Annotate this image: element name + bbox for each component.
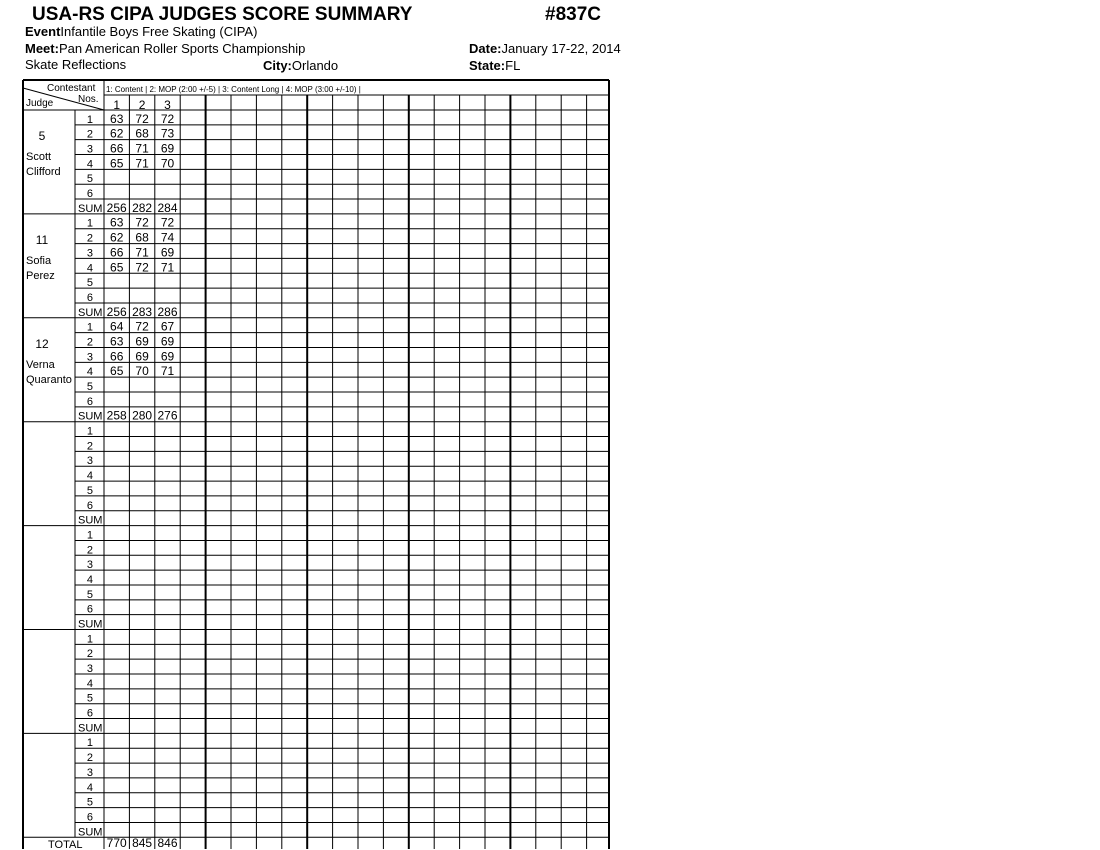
score-cell: 72 (160, 215, 175, 230)
row-number: 1 (86, 321, 93, 334)
judge-number: 12 (35, 336, 49, 351)
city-value: Orlando (291, 58, 339, 73)
sum-cell: 258 (106, 408, 127, 423)
contestant-number: 1 (113, 98, 121, 112)
score-cell: 71 (135, 156, 149, 171)
event-label: Event (25, 24, 61, 39)
contestant-header-label: Contestant (47, 83, 96, 94)
row-number: 6 (86, 499, 93, 512)
row-number: 1 (86, 217, 93, 230)
score-cell: 65 (110, 156, 124, 171)
row-number: 6 (86, 188, 93, 201)
sum-row-label: SUM (78, 202, 103, 215)
score-cell: 62 (110, 126, 124, 141)
row-number: 2 (86, 544, 93, 557)
report-title: USA-RS CIPA JUDGES SCORE SUMMARY (32, 4, 413, 25)
score-cell: 68 (135, 126, 149, 141)
criteria-legend: 1: Content | 2: MOP (2:00 +/-5) | 3: Content Long | 4: MOP (3:00 +/-10) | (106, 85, 361, 94)
score-cell: 62 (110, 230, 124, 245)
row-number: 5 (86, 381, 93, 394)
sum-cell: 283 (132, 304, 153, 319)
row-number: 5 (86, 277, 93, 290)
sum-row-label: SUM (78, 410, 103, 423)
city-label: City: (263, 58, 292, 73)
state-label: State: (469, 58, 506, 73)
score-cell: 67 (160, 319, 175, 334)
club-name: Skate Reflections (25, 57, 127, 72)
score-cell: 70 (135, 364, 149, 379)
row-number: 4 (86, 677, 93, 690)
sum-cell: 286 (157, 304, 178, 319)
row-number: 2 (86, 648, 93, 661)
score-cell: 71 (135, 245, 149, 260)
row-number: 4 (86, 781, 93, 794)
sum-row-label: SUM (78, 514, 103, 527)
row-number: 5 (86, 173, 93, 186)
event-value: Infantile Boys Free Skating (CIPA) (60, 24, 258, 39)
contestant-number: 3 (164, 98, 171, 112)
score-cell: 74 (160, 230, 175, 245)
contestant-number: 2 (138, 98, 146, 112)
judge-first-name: Scott (26, 151, 52, 163)
judge-number: 5 (38, 129, 46, 143)
row-number: 5 (86, 588, 93, 601)
score-cell: 66 (110, 245, 124, 260)
judge-number: 11 (35, 232, 49, 247)
row-number: 5 (86, 484, 93, 497)
score-cell: 72 (135, 319, 149, 334)
row-number: 4 (86, 470, 93, 483)
row-number: 3 (86, 351, 93, 364)
row-number: 4 (86, 158, 93, 171)
judge-last-name: Clifford (26, 166, 61, 178)
score-cell: 64 (110, 319, 124, 334)
judge-last-name: Quaranto (26, 373, 72, 386)
row-number: 2 (86, 232, 93, 245)
score-cell: 63 (110, 215, 124, 230)
row-number: 3 (86, 143, 93, 156)
score-cell: 72 (135, 215, 149, 230)
sum-row-label: SUM (78, 618, 103, 631)
row-number: 6 (86, 707, 93, 720)
row-number: 1 (86, 633, 93, 646)
row-number: 4 (86, 573, 93, 586)
date-label: Date: (469, 41, 502, 56)
judge-first-name: Sofia (26, 254, 52, 267)
judge-first-name: Verna (26, 358, 55, 371)
row-number: 2 (86, 128, 93, 141)
score-cell: 69 (160, 349, 175, 364)
row-number: 1 (86, 529, 93, 542)
score-cell: 69 (135, 349, 149, 364)
meet-value: Pan American Roller Sports Championship (58, 41, 306, 56)
sum-cell: 284 (157, 200, 178, 215)
row-number: 6 (86, 291, 93, 304)
date-value: January 17-22, 2014 (501, 41, 621, 56)
row-number: 6 (86, 395, 93, 408)
sum-row-label: SUM (78, 826, 103, 839)
state-value: FL (505, 58, 521, 73)
row-number: 1 (86, 737, 93, 750)
score-cell: 71 (135, 141, 149, 156)
score-cell: 66 (110, 141, 124, 156)
total-label: TOTAL (48, 839, 83, 850)
score-cell: 65 (110, 260, 124, 275)
row-number: 1 (86, 425, 93, 438)
score-cell: 73 (160, 126, 175, 141)
nos-header-label: Nos. (78, 94, 99, 105)
row-number: 6 (86, 603, 93, 616)
total-cell: 770 (106, 836, 127, 850)
score-cell: 69 (160, 245, 175, 260)
score-cell: 70 (160, 156, 175, 171)
score-cell: 71 (160, 260, 175, 275)
row-number: 3 (86, 663, 93, 676)
row-number: 5 (86, 796, 93, 809)
score-cell: 63 (110, 111, 124, 126)
score-cell: 72 (160, 111, 175, 126)
row-number: 2 (86, 336, 93, 349)
row-number: 3 (86, 455, 93, 468)
score-cell: 66 (110, 349, 124, 364)
row-number: 3 (86, 766, 93, 779)
judge-header-label: Judge (26, 98, 54, 109)
row-number: 3 (86, 247, 93, 260)
judge-last-name: Perez (26, 269, 55, 282)
row-number: 3 (86, 559, 93, 572)
sum-cell: 256 (106, 304, 127, 319)
row-number: 6 (86, 811, 93, 824)
score-cell: 69 (160, 141, 175, 156)
score-cell: 65 (110, 364, 124, 379)
sum-cell: 276 (157, 408, 178, 423)
sum-cell: 256 (106, 200, 127, 215)
score-cell: 72 (135, 111, 149, 126)
score-cell: 63 (110, 334, 124, 349)
score-cell: 69 (160, 334, 175, 349)
sum-row-label: SUM (78, 722, 103, 735)
report-number: #837C (545, 4, 601, 25)
row-number: 2 (86, 752, 93, 765)
row-number: 2 (86, 440, 93, 453)
row-number: 4 (86, 262, 93, 275)
score-cell: 71 (160, 364, 175, 379)
total-cell: 845 (132, 836, 153, 850)
row-number: 1 (86, 113, 93, 126)
score-cell: 69 (135, 334, 149, 349)
row-number: 4 (86, 366, 93, 379)
score-cell: 68 (135, 230, 149, 245)
total-cell: 846 (157, 836, 178, 850)
sum-cell: 280 (132, 408, 153, 423)
sum-cell: 282 (132, 200, 153, 215)
row-number: 5 (86, 692, 93, 705)
score-cell: 72 (135, 260, 149, 275)
meet-label: Meet: (25, 41, 59, 56)
sum-row-label: SUM (78, 306, 103, 319)
